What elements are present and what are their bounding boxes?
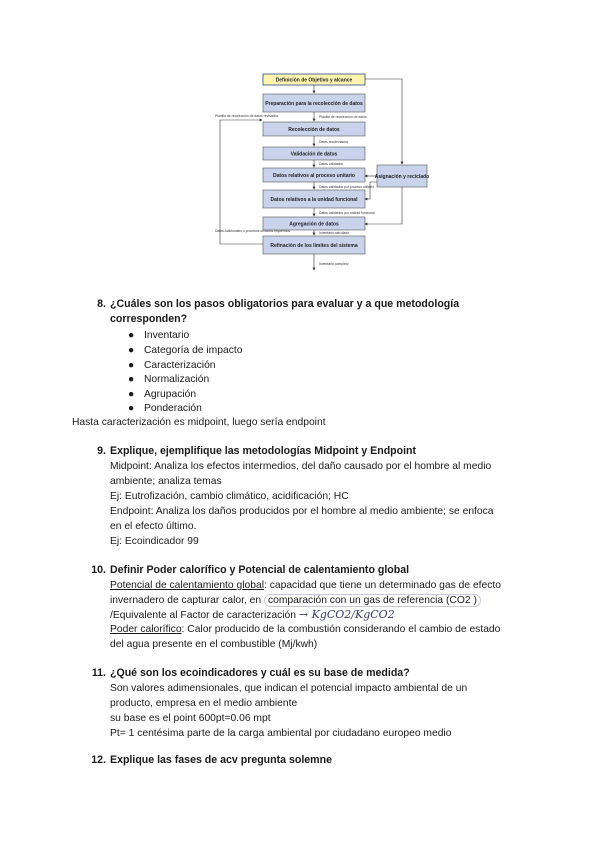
flow-label-template: Planilla de recolección de datos <box>319 115 367 119</box>
answer-line: /Equivalente al Factor de caracterización → KgCO2/KgCO2 <box>110 608 395 621</box>
lca-inventory-flow-diagram <box>215 72 435 272</box>
flow-label-validated: Datos validados <box>319 162 344 166</box>
question-11-title: 11. ¿Qué son los ecoindicadores y cuál es su base de medida? <box>91 667 410 679</box>
answer-line: Poder calorífico: Calor producido de la combustión considerando el cambio de estado <box>110 624 501 635</box>
question-10-title: 10. Definir Poder calorífico y Potencial de calentamiento global <box>91 564 410 576</box>
answer-line: Potencial de calentamiento global: capacidad que tiene un determinado gas de efecto <box>110 580 501 591</box>
question-12-title: 12. Explique las fases de acv pregunta solemne <box>91 754 332 766</box>
term-calorific-power: Poder calorífico <box>110 624 182 635</box>
flow-label-additional: Datos Adicionales o procesos unitarios requeridos <box>215 229 291 233</box>
answer-line: invernadero de capturar calor, en comparación con un gas de referencia (CO2 ) <box>110 593 481 608</box>
question-number: 8. <box>97 298 106 310</box>
answer-line: producto, empresa en el medio ambiente <box>110 698 298 709</box>
answer-line: Midpoint: Analiza los efectos intermedios, del daño causado por el hombre al medio <box>110 461 492 472</box>
answer-line: Son valores adimensionales, que indican el potencial impacto ambiental de un <box>110 683 468 694</box>
flow-text-functional-unit: Datos relativos a la unidad funcional <box>270 197 358 203</box>
handwritten-annotation: → KgCO2/KgCO2 <box>298 608 395 621</box>
flow-label-revised-template: Planilla de recolección de datos revisados <box>215 114 279 118</box>
list-item: ● Agrupación <box>128 389 197 400</box>
list-item: ● Inventario <box>128 330 190 341</box>
question-8-title-cont: corresponden? <box>110 313 188 325</box>
flow-label-collected: Datos recolectados <box>319 140 349 144</box>
list-item: ● Ponderación <box>128 403 202 414</box>
answer-line: en el efecto último. <box>110 521 197 532</box>
answer-line: ambiente; analiza temas <box>110 476 222 487</box>
flow-label-validated-functional: Datos validados por unidad funcional <box>319 211 375 215</box>
answer-line: Endpoint: Analiza los daños producidos por el hombre al medio ambiente; se enfoca <box>110 506 494 517</box>
flow-text-validation: Validación de datos <box>290 151 338 158</box>
answer-line: Ej: Eutrofización, cambio climático, acidificación; HC <box>110 491 349 502</box>
flow-label-inventory-calc: Inventario calculado <box>319 231 350 235</box>
flow-label-inventory-complete: Inventario completo <box>319 262 349 266</box>
flow-label-validated-unit: Datos validados por proceso unitario <box>319 185 375 189</box>
flow-text-refinement: Refinación de los límites del sistema <box>270 243 358 249</box>
question-8-title: 8. ¿Cuáles son los pasos obligatorios para evaluar y a que metodología <box>88 297 459 312</box>
list-item: ● Normalización <box>128 374 210 385</box>
list-item: ● Caracterización <box>128 360 216 371</box>
answer-line: Ej: Ecoindicador 99 <box>110 536 199 547</box>
term-gwp: Potencial de calentamiento global <box>110 580 264 591</box>
handwritten-highlight: comparación con un gas de referencia (CO2 ) <box>264 594 481 607</box>
midpoint-note: Hasta caracterización es midpoint, luego sería endpoint <box>72 417 326 428</box>
flow-text-objective: Definición de Objetivo y alcance <box>275 77 353 84</box>
flow-text-allocation: Asignación y reciclado <box>374 174 430 180</box>
answer-line: Pt= 1 centésima parte de la carga ambiental por ciudadano europeo medio <box>110 728 452 739</box>
flow-text-aggregation: Agregación de datos <box>289 221 339 228</box>
question-9-title: 9. Explique, ejemplifique las metodologías Midpoint y Endpoint <box>97 445 417 457</box>
flow-text-preparation: Preparación para la recolección de datos <box>265 101 363 107</box>
answer-line: del agua presente en el combustible (Mj/kwh) <box>110 639 318 650</box>
flow-text-collection: Recolección de datos <box>288 127 340 133</box>
answer-line: su base es el point 600pt=0.06 mpt <box>110 713 271 724</box>
list-item: ● Categoría de impacto <box>128 345 243 356</box>
flow-text-unit-process: Datos relativos al proceso unitario <box>273 173 355 179</box>
